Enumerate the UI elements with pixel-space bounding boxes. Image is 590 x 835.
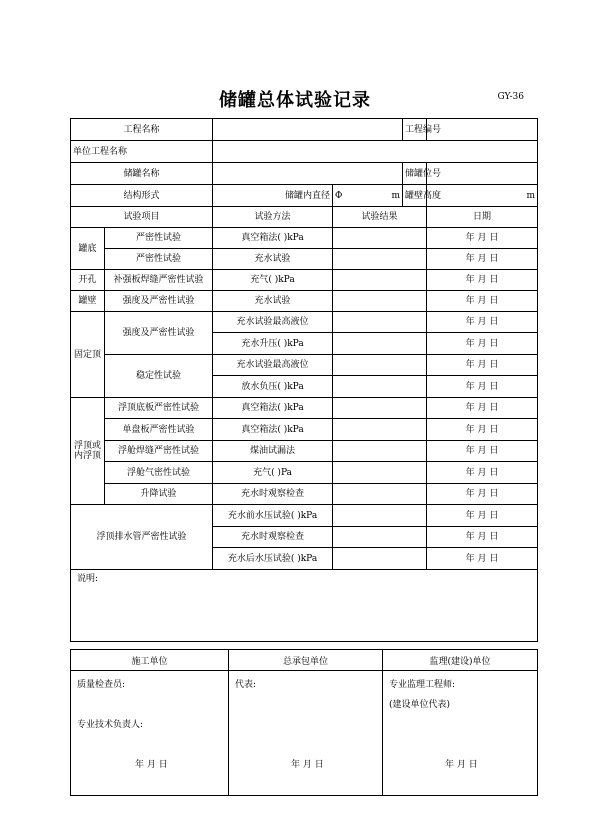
date-field[interactable]: 年 月 日 (427, 249, 538, 270)
diameter-unit: m (391, 190, 401, 201)
date-field[interactable]: 年 月 日 (427, 527, 538, 548)
col-date: 日期 (427, 207, 538, 228)
structure-label: 结构形式 (71, 185, 213, 207)
result-field[interactable] (333, 228, 427, 249)
representative-label: 代表: (235, 680, 257, 690)
wall-height-field[interactable] (427, 185, 538, 207)
group-floating-roof: 浮顶或内浮顶 (71, 398, 105, 505)
result-field[interactable] (333, 548, 427, 570)
general-contractor-header: 总承包单位 (229, 650, 383, 671)
result-field[interactable] (333, 484, 427, 505)
result-field[interactable] (333, 376, 427, 398)
test-item: 严密性试验 (105, 249, 213, 270)
result-field[interactable] (333, 441, 427, 462)
test-method: 充水试验 (213, 291, 333, 312)
group-bottom: 罐底 (71, 228, 105, 270)
test-method: 充水时观察检查 (213, 484, 333, 505)
col-method: 试验方法 (213, 207, 333, 228)
date-field[interactable]: 年 月 日 (427, 333, 538, 355)
test-item: 严密性试验 (105, 228, 213, 249)
tank-name-field[interactable] (213, 163, 403, 185)
date-field[interactable]: 年 月 日 (427, 398, 538, 419)
document-title: 储罐总体试验记录 (219, 90, 371, 111)
test-item: 升降试验 (105, 484, 213, 505)
test-item: 单盘板严密性试验 (105, 419, 213, 441)
group-opening: 开孔 (71, 270, 105, 291)
test-method: 充气( )Pa (213, 462, 333, 484)
test-method: 放水负压( )kPa (213, 376, 333, 398)
test-item: 稳定性试验 (105, 355, 213, 398)
date-field[interactable]: 年 月 日 (427, 355, 538, 376)
test-item: 浮顶底板严密性试验 (105, 398, 213, 419)
test-method: 真空箱法( )kPa (213, 419, 333, 441)
owner-rep-label: (建设单位代表) (389, 700, 451, 710)
diameter-symbol: Φ (335, 190, 343, 201)
remark-area[interactable] (71, 570, 538, 642)
date-field[interactable]: 年 月 日 (427, 291, 538, 312)
group-wall: 罐壁 (71, 291, 105, 312)
supervising-engineer-label: 专业监理工程师: (389, 680, 456, 690)
contractor-sign-cell[interactable] (229, 671, 383, 796)
date-field[interactable]: 年 月 日 (427, 505, 538, 527)
wall-height-label: 罐壁高度 (403, 185, 427, 207)
date-field[interactable]: 年 月 日 (427, 270, 538, 291)
tank-position-label: 储罐位号 (403, 163, 427, 185)
project-no-field[interactable] (427, 119, 538, 141)
project-name-label: 工程名称 (71, 119, 213, 141)
inner-diameter-field[interactable] (333, 185, 403, 207)
result-field[interactable] (333, 355, 427, 376)
tank-position-field[interactable] (427, 163, 538, 185)
signature-table (70, 649, 538, 796)
date-field[interactable]: 年 月 日 (427, 419, 538, 441)
quality-inspector-label: 质量检查员: (77, 680, 126, 690)
date-field[interactable]: 年 月 日 (427, 484, 538, 505)
test-method: 充水后水压试验( )kPa (213, 548, 333, 570)
contractor-date: 年 月 日 (291, 760, 324, 770)
test-item: 浮舱气密性试验 (105, 462, 213, 484)
result-field[interactable] (333, 398, 427, 419)
date-field[interactable]: 年 月 日 (427, 462, 538, 484)
date-field[interactable]: 年 月 日 (427, 376, 538, 398)
test-record-table (70, 118, 538, 642)
test-method: 煤油试漏法 (213, 441, 333, 462)
test-method: 充水前水压试验( )kPa (213, 505, 333, 527)
tech-lead-label: 专业技术负责人: (77, 720, 144, 730)
test-item: 浮舱焊缝严密性试验 (105, 441, 213, 462)
test-method: 充水试验 (213, 249, 333, 270)
supervision-sign-cell[interactable] (383, 671, 538, 796)
date-field[interactable]: 年 月 日 (427, 312, 538, 333)
test-item: 强度及严密性试验 (105, 312, 213, 355)
test-method: 充气( )kPa (213, 270, 333, 291)
date-field[interactable]: 年 月 日 (427, 228, 538, 249)
result-field[interactable] (333, 291, 427, 312)
date-field[interactable]: 年 月 日 (427, 548, 538, 570)
supervision-date: 年 月 日 (445, 760, 478, 770)
test-method: 充水试验最高液位 (213, 312, 333, 333)
wall-height-unit: m (526, 190, 536, 201)
group-fixed-roof: 固定顶 (71, 312, 105, 398)
construction-unit-header: 施工单位 (71, 650, 229, 671)
col-item: 试验项目 (71, 207, 213, 228)
result-field[interactable] (333, 462, 427, 484)
result-field[interactable] (333, 312, 427, 333)
project-name-field[interactable] (213, 119, 403, 141)
tank-name-label: 储罐名称 (71, 163, 213, 185)
test-item: 强度及严密性试验 (105, 291, 213, 312)
supervision-header: 监理(建设)单位 (383, 650, 538, 671)
result-field[interactable] (333, 527, 427, 548)
result-field[interactable] (333, 333, 427, 355)
unit-project-field[interactable] (213, 141, 538, 163)
result-field[interactable] (333, 270, 427, 291)
test-item: 浮顶排水管严密性试验 (71, 505, 213, 570)
result-field[interactable] (333, 419, 427, 441)
date-field[interactable]: 年 月 日 (427, 441, 538, 462)
test-method: 充水升压( )kPa (213, 333, 333, 355)
test-method: 充水时观察检查 (213, 527, 333, 548)
unit-project-label: 单位工程名称 (71, 141, 213, 163)
remark-label: 说明: (77, 574, 99, 584)
construction-date: 年 月 日 (135, 760, 168, 770)
inner-diameter-label: 储罐内直径 (213, 185, 333, 207)
result-field[interactable] (333, 249, 427, 270)
test-method: 真空箱法( )kPa (213, 228, 333, 249)
test-item: 补强板焊缝严密性试验 (105, 270, 213, 291)
project-no-label: 工程编号 (403, 119, 427, 141)
construction-sign-cell[interactable] (71, 671, 229, 796)
test-method: 充水试验最高液位 (213, 355, 333, 376)
test-method: 真空箱法( )kPa (213, 398, 333, 419)
result-field[interactable] (333, 505, 427, 527)
col-result: 试验结果 (333, 207, 427, 228)
form-code: GY-36 (497, 92, 524, 102)
